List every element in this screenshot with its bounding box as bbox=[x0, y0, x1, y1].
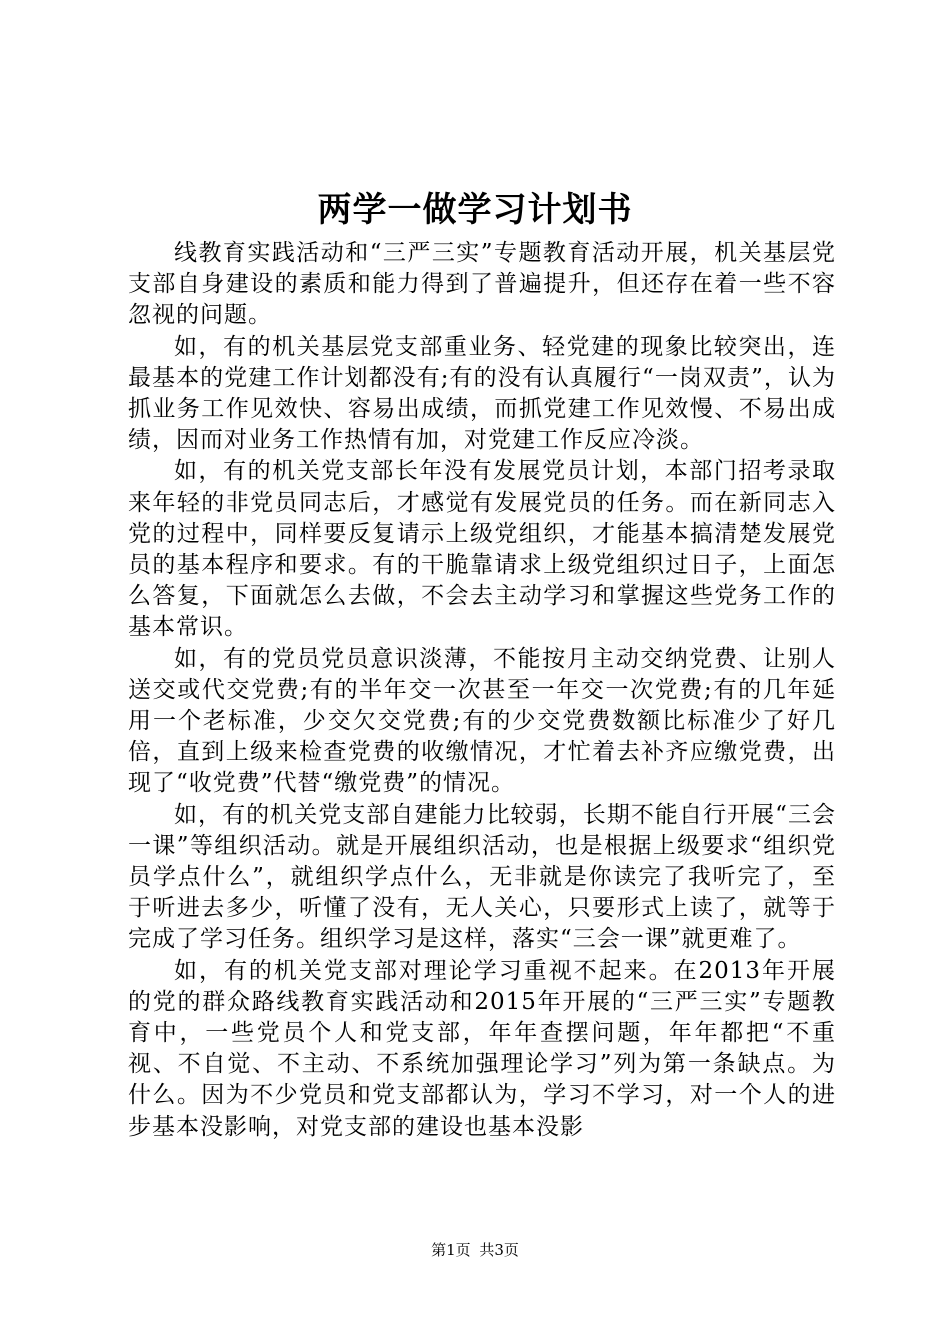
paragraph: 如，有的机关基层党支部重业务、轻党建的现象比较突出，连最基本的党建工作计划都没有;有的没有认真履行“一岗双责”，认为抓业务工作见效快、容易出成绩，而抓党建工作见效慢、不易出成绩，因而对业务工作热情有加，对党建工作反应冷淡。 bbox=[128, 333, 836, 454]
paragraph: 线教育实践活动和“三严三实”专题教育活动开展，机关基层党支部自身建设的素质和能力得到了普遍提升，但还存在着一些不容忽视的问题。 bbox=[128, 240, 836, 329]
paragraph: 如，有的机关党支部对理论学习重视不起来。在2013年开展的党的群众路线教育实践活动和2015年开展的“三严三实”专题教育中，一些党员个人和党支部，年年查摆问题，年年都把“不重视、不自觉、不主动、不系统加强理论学习”列为第一条缺点。为什么。因为不少党员和党支部都认为，学习不学习，对一个人的进步基本没影响，对党支部的建设也基本没影 bbox=[128, 957, 836, 1140]
page-footer bbox=[0, 1240, 950, 1260]
document-title: 两学一做学习计划书 bbox=[317, 190, 633, 230]
page-total: 共3页 bbox=[479, 1241, 519, 1259]
paragraph: 如，有的机关党支部自建能力比较弱，长期不能自行开展“三会一课”等组织活动。就是开展组织活动，也是根据上级要求“组织党员学点什么”，就组织学点什么，无非就是你读完了我听完了，至于听进去多少，听懂了没有，无人关心，只要形式上读了，就等于完成了学习任务。组织学习是这样，落实“三会一课”就更难了。 bbox=[128, 801, 836, 953]
page-number: 第1页 bbox=[431, 1241, 471, 1259]
paragraph: 如，有的机关党支部长年没有发展党员计划，本部门招考录取来年轻的非党员同志后，才感觉有发展党员的任务。而在新同志入党的过程中，同样要反复请示上级党组织，才能基本搞清楚发展党员的基本程序和要求。有的干脆靠请求上级党组织过日子，上面怎么答复，下面就怎么去做，不会去主动学习和掌握这些党务工作的基本常识。 bbox=[128, 458, 836, 641]
document-body bbox=[128, 238, 836, 1143]
paragraph: 如，有的党员党员意识淡薄，不能按月主动交纳党费、让别人送交或代交党费;有的半年交一次甚至一年交一次党费;有的几年延用一个老标准，少交欠交党费;有的少交党费数额比标准少了好几倍，直到上级来检查党费的收缴情况，才忙着去补齐应缴党费，出现了“收党费”代替“缴党费”的情况。 bbox=[128, 645, 836, 797]
